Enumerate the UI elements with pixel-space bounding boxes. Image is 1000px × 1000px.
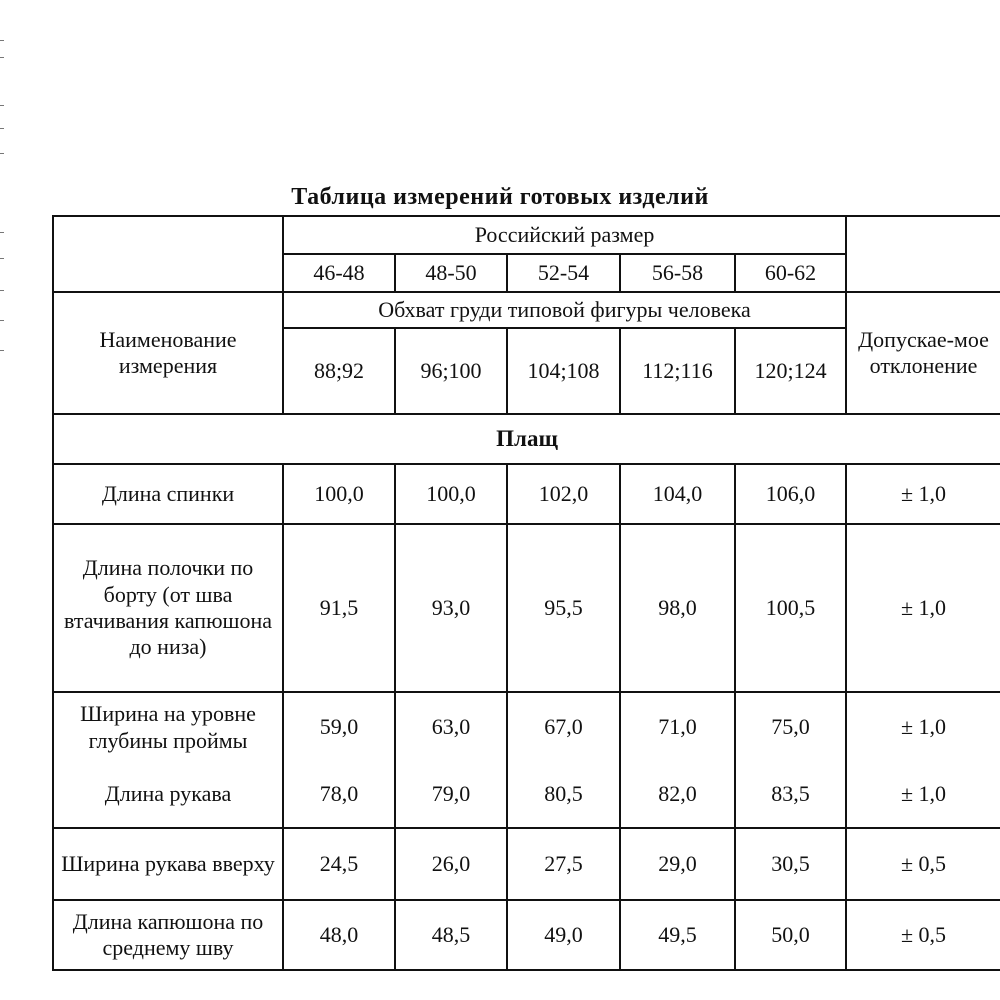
value-cell: 29,0: [620, 828, 735, 900]
table-row: [53, 692, 1000, 762]
russian-size-header: Российский размер: [283, 216, 846, 254]
tolerance-header-mid: [846, 254, 1000, 292]
table-title: Таблица измерений готовых изделий: [291, 184, 709, 210]
measurements-table: [52, 215, 1000, 971]
chest-value-cell: 88;92: [283, 328, 395, 414]
measure-name-header: Наименование измерения: [53, 292, 283, 414]
value-cell: 24,5: [283, 828, 395, 900]
table-row: [53, 900, 1000, 970]
value-cell: 67,0: [507, 692, 620, 762]
value-cell: 30,5: [735, 828, 846, 900]
tolerance-header: Допускае-мое отклонение: [846, 292, 1000, 414]
table-row: [53, 524, 1000, 692]
value-cell: 59,0: [283, 692, 395, 762]
size-cell: 56-58: [620, 254, 735, 292]
table-row: [53, 828, 1000, 900]
value-cell: 83,5: [735, 762, 846, 828]
tolerance-cell: ± 1,0: [846, 692, 1000, 762]
tolerance-cell: ± 1,0: [846, 762, 1000, 828]
size-cell: 52-54: [507, 254, 620, 292]
tolerance-cell: ± 1,0: [846, 524, 1000, 692]
value-cell: 50,0: [735, 900, 846, 970]
chest-girth-header: Обхват груди типовой фигуры человека: [283, 292, 846, 328]
value-cell: 49,0: [507, 900, 620, 970]
value-cell: 98,0: [620, 524, 735, 692]
value-cell: 71,0: [620, 692, 735, 762]
value-cell: 78,0: [283, 762, 395, 828]
value-cell: 49,5: [620, 900, 735, 970]
value-cell: 79,0: [395, 762, 507, 828]
chest-value-cell: 112;116: [620, 328, 735, 414]
margin-tick-marks: [0, 0, 6, 1000]
value-cell: 95,5: [507, 524, 620, 692]
value-cell: 75,0: [735, 692, 846, 762]
value-cell: 104,0: [620, 464, 735, 524]
value-cell: 27,5: [507, 828, 620, 900]
value-cell: 48,0: [283, 900, 395, 970]
tolerance-cell: ± 0,5: [846, 828, 1000, 900]
row-name: Ширина рукава вверху: [53, 828, 283, 900]
row-name: Длина рукава: [53, 762, 283, 828]
value-cell: 100,0: [395, 464, 507, 524]
value-cell: 91,5: [283, 524, 395, 692]
size-cell: 48-50: [395, 254, 507, 292]
value-cell: 82,0: [620, 762, 735, 828]
value-cell: 106,0: [735, 464, 846, 524]
value-cell: 93,0: [395, 524, 507, 692]
section-title: Плащ: [53, 414, 1000, 464]
row-name: Ширина на уровне глубины проймы: [53, 692, 283, 762]
table-row: [53, 464, 1000, 524]
tolerance-header-top: [846, 216, 1000, 254]
value-cell: 102,0: [507, 464, 620, 524]
size-cell: 46-48: [283, 254, 395, 292]
value-cell: 26,0: [395, 828, 507, 900]
value-cell: 80,5: [507, 762, 620, 828]
chest-value-cell: 120;124: [735, 328, 846, 414]
table-row: [53, 762, 1000, 828]
size-cell: 60-62: [735, 254, 846, 292]
row-name: Длина спинки: [53, 464, 283, 524]
row-name: Длина капюшона по среднему шву: [53, 900, 283, 970]
value-cell: 63,0: [395, 692, 507, 762]
value-cell: 100,0: [283, 464, 395, 524]
tolerance-cell: ± 1,0: [846, 464, 1000, 524]
row-name: Длина полочки по борту (от шва втачивания капюшона до низа): [53, 524, 283, 692]
tolerance-cell: ± 0,5: [846, 900, 1000, 970]
value-cell: 100,5: [735, 524, 846, 692]
value-cell: 48,5: [395, 900, 507, 970]
chest-value-cell: 104;108: [507, 328, 620, 414]
chest-value-cell: 96;100: [395, 328, 507, 414]
header-empty-cell: [53, 216, 283, 292]
